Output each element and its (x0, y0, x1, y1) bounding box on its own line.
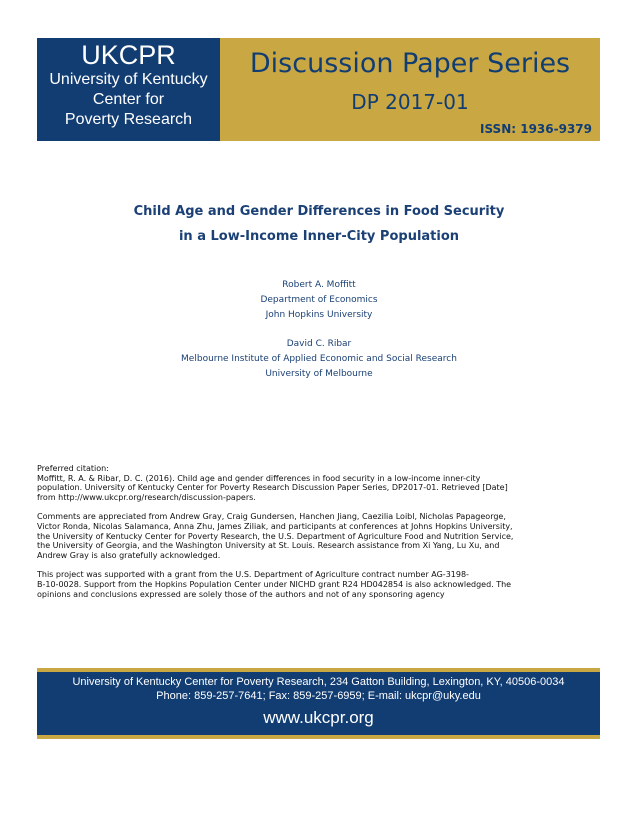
footer-contact: Phone: 859-257-7641; Fax: 859-257-6959; E-mail: ukcpr@uky.edu (156, 690, 481, 702)
acknowledgments-line: Victor Ronda, Nicolas Salamanca, Anna Zhu, James Ziliak, and participants at conferences at Johns Hopkins University, (37, 521, 513, 531)
org-name-line1: University of Kentucky (49, 71, 208, 88)
acknowledgments-block (37, 512, 600, 560)
paper-title-line2: in a Low-Income Inner-City Population (178, 229, 460, 244)
author-name: David C. Ribar (286, 339, 352, 349)
citation-text-line: population. University of Kentucky Center for Poverty Research Discussion Paper Series, DP2017-01. Retrieved [Date] (37, 483, 508, 493)
author-institution: University of Melbourne (265, 369, 373, 379)
funding-line: opinions and conclusions expressed are solely those of the authors and not of any sponsoring agency (37, 589, 445, 599)
front-matter (37, 464, 600, 609)
author-name: Robert A. Moffitt (282, 280, 356, 290)
org-acronym: UKCPR (81, 40, 176, 70)
footer-banner (37, 668, 600, 739)
footer-website-link[interactable]: www.ukcpr.org (263, 708, 374, 727)
issn: ISSN: 1936-9379 (479, 122, 592, 136)
series-banner (220, 38, 600, 141)
acknowledgments-line: the University of Georgia, and the Washington University at St. Louis. Research assistance from Xi Yang, Lu Xu, and (37, 541, 500, 551)
citation-block (37, 464, 600, 502)
org-name-line3: Poverty Research (64, 111, 193, 128)
series-title: Discussion Paper Series (249, 48, 571, 79)
citation-text-line: Moffitt, R. A. & Ribar, D. C. (2016). Child age and gender differences in food security in a low-income inner-city (37, 473, 481, 483)
citation-text-line: from http://www.ukcpr.org/research/discussion-papers. (37, 492, 256, 502)
author-department: Melbourne Institute of Applied Economic and Social Research (181, 354, 457, 364)
acknowledgments-line: Andrew Gray is also gratefully acknowledged. (37, 550, 221, 560)
paper-title-line1: Child Age and Gender Differences in Food Security (133, 204, 505, 219)
footer-address: University of Kentucky Center for Poverty Research, 234 Gatton Building, Lexington, KY, 40506-0034 (72, 676, 565, 688)
org-name-line2: Center for (92, 91, 165, 108)
series-number: DP 2017-01 (351, 90, 469, 114)
acknowledgments-line: Comments are appreciated from Andrew Gray, Craig Gundersen, Hanchen Jiang, Caezilia Loibl, Nicholas Papageorge, (37, 512, 506, 522)
funding-block (37, 570, 600, 599)
author-institution: John Hopkins University (265, 310, 373, 320)
org-banner (37, 38, 220, 141)
funding-line: B-10-0028. Support from the Hopkins Population Center under NICHD grant R24 HD042854 is also acknowledged. The (37, 579, 512, 589)
funding-line: This project was supported with a grant from the U.S. Department of Agriculture contract number AG-3198- (37, 570, 469, 580)
author-department: Department of Economics (260, 295, 378, 305)
acknowledgments-line: the University of Kentucky Center for Poverty Research, the U.S. Department of Agriculture Food and Nutrition Service, (37, 531, 514, 541)
citation-label: Preferred citation: (37, 464, 109, 473)
